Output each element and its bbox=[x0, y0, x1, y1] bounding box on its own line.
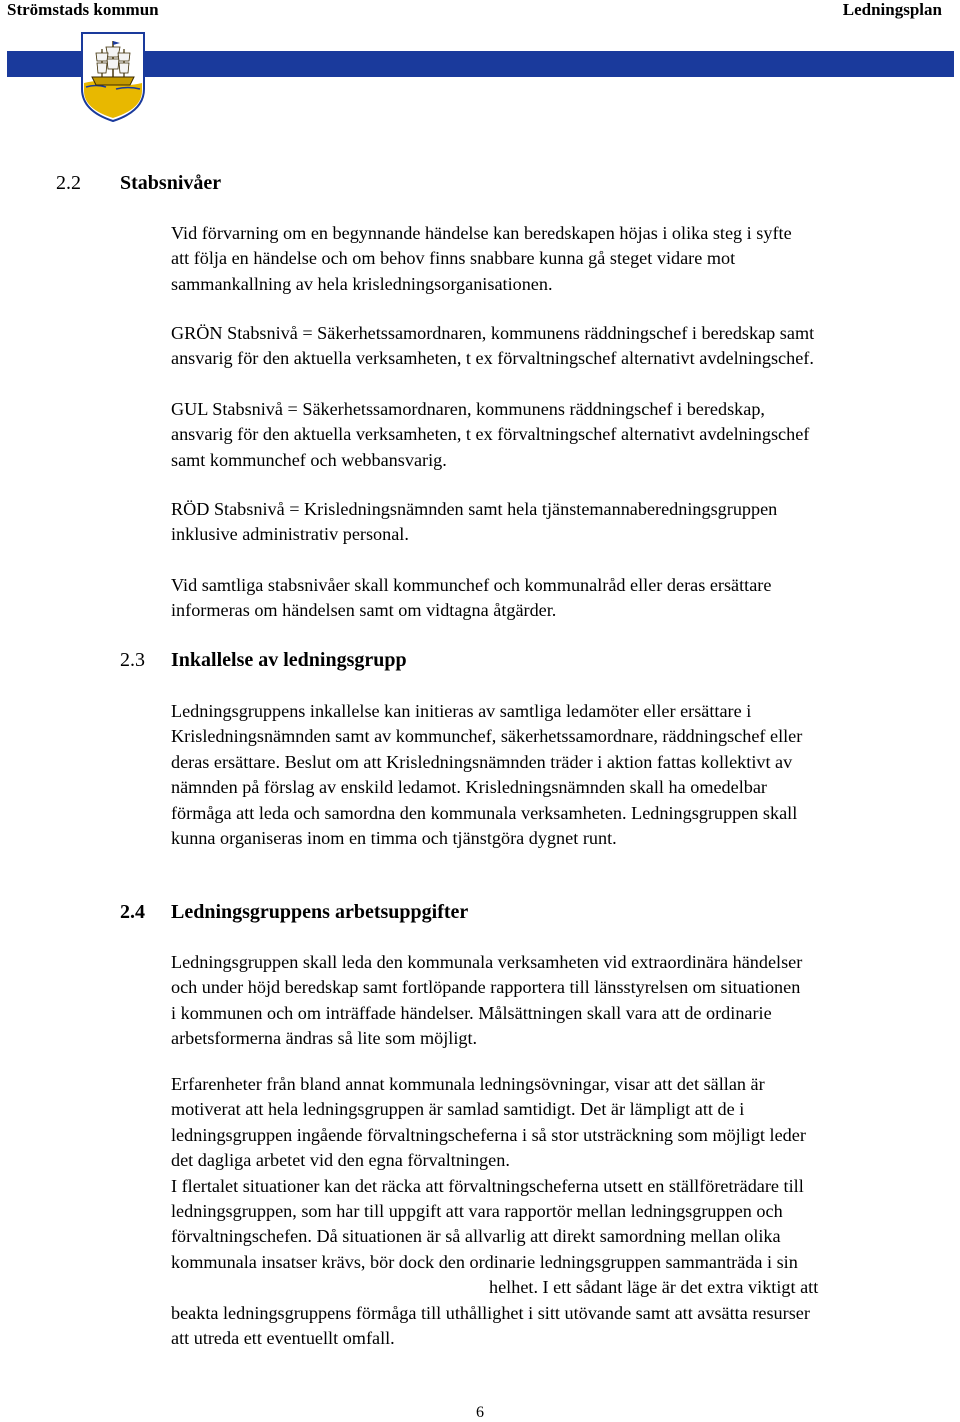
section-title: Stabsnivåer bbox=[120, 172, 222, 194]
paragraph-yellow-level bbox=[171, 397, 946, 473]
text-line: ledningsgruppen, som har till uppgift att vara rapportör mellan ledningsgruppen och bbox=[171, 1200, 783, 1221]
text-line: Ledningsgruppen skall leda den kommunala verksamheten vid extraordinära händelser bbox=[171, 952, 803, 972]
text-line: det dagliga arbetet vid den egna förvaltningen. bbox=[171, 1150, 510, 1171]
text-line: informeras om händelsen samt om vidtagna åtgärder. bbox=[171, 600, 557, 621]
section-title: Inkallelse av ledningsgrupp bbox=[171, 649, 407, 671]
text-line: Vid samtliga stabsnivåer skall kommunchef och kommunalråd eller deras ersättare bbox=[171, 575, 772, 595]
text-line: Ledningsgruppens inkallelse kan initieras av samtliga ledamöter eller ersättare i bbox=[171, 701, 752, 721]
section-number: 2.3 bbox=[120, 649, 145, 671]
text-line: helhet. I ett sådant läge är det extra viktigt att bbox=[489, 1277, 819, 1298]
text-line: arbetsformerna ändras så lite som möjligt. bbox=[171, 1028, 478, 1049]
section-title: Ledningsgruppens arbetsuppgifter bbox=[171, 901, 469, 923]
text-line: GRÖN Stabsnivå = Säkerhetssamordnaren, kommunens räddningschef i beredskap samt bbox=[171, 323, 815, 343]
text-line: att utreda ett eventuellt omfall. bbox=[171, 1327, 395, 1348]
text-line: motiverat att hela ledningsgruppen är samlad samtidigt. Det är lämpligt att de i bbox=[171, 1099, 745, 1120]
section-number: 2.2 bbox=[56, 172, 81, 194]
paragraph-warning-levels bbox=[171, 221, 946, 297]
text-line: RÖD Stabsnivå = Krisledningsnämnden samt hela tjänstemannaberedningsgruppen bbox=[171, 499, 778, 519]
text-line: ledningsgruppen ingående förvaltningscheferna i så stor utsträckning som möjligt leder bbox=[171, 1124, 806, 1145]
text-line: inklusive administrativ personal. bbox=[171, 524, 409, 545]
section-number: 2.4 bbox=[120, 901, 145, 923]
text-line: Erfarenheter från bland annat kommunala ledningsövningar, visar att det sällan är bbox=[171, 1074, 765, 1094]
text-line: Krisledningsnämnden samt av kommunchef, säkerhetssamordnare, räddningschef eller bbox=[171, 726, 803, 747]
header-document-title: Ledningsplan bbox=[842, 0, 942, 19]
page-number: 6 bbox=[476, 1404, 484, 1421]
paragraph-green-level bbox=[171, 321, 946, 372]
header-rule bbox=[7, 51, 954, 77]
municipal-crest-icon bbox=[80, 31, 146, 123]
text-line: och under höjd beredskap samt fortlöpande rapportera till länsstyrelsen om situationen bbox=[171, 977, 801, 998]
text-line: I flertalet situationer kan det räcka att förvaltningscheferna utsett en ställföreträdare till bbox=[171, 1175, 804, 1196]
text-line: Vid förvarning om en begynnande händelse kan beredskapen höjas i olika steg i syfte bbox=[171, 223, 792, 243]
header-organization: Strömstads kommun bbox=[7, 0, 159, 19]
text-line: GUL Stabsnivå = Säkerhetssamordnaren, kommunens räddningschef i beredskap, bbox=[171, 399, 765, 419]
text-line: nämnden på förslag av enskild ledamot. Krisledningsnämnden skall ha omedelbar bbox=[171, 777, 767, 798]
paragraph-all-levels bbox=[171, 573, 946, 624]
text-line: deras ersättare. Beslut om att Krisledningsnämnden träder i aktion fattas kollektivt av bbox=[171, 751, 793, 772]
text-line: i kommunen och om inträffade händelser. Målsättningen skall vara att de ordinarie bbox=[171, 1002, 772, 1023]
text-line: sammankallning av hela krisledningsorganisationen. bbox=[171, 273, 553, 294]
paragraph-experience bbox=[171, 1072, 946, 1351]
text-line: samt kommunchef och webbansvarig. bbox=[171, 449, 447, 470]
text-line: kunna organiseras inom en timma och tjänstgöra dygnet runt. bbox=[171, 827, 617, 848]
text-line: förmåga att leda och samordna den kommunala verksamheten. Ledningsgruppen skall bbox=[171, 802, 798, 823]
text-line: att följa en händelse och om behov finns snabbare kunna gå steget vidare mot bbox=[171, 248, 736, 269]
text-line: ansvarig för den aktuella verksamheten, t ex förvaltningschef alternativt avdelningschef. bbox=[171, 348, 814, 369]
text-line: beakta ledningsgruppens förmåga till uthållighet i sitt utövande samt att avsätta resurser bbox=[171, 1302, 810, 1323]
paragraph-red-level bbox=[171, 497, 946, 548]
paragraph-tasks bbox=[171, 950, 946, 1052]
text-line: förvaltningschefen. Då situationen är så allvarlig att direkt samordning mellan olika bbox=[171, 1226, 781, 1247]
paragraph-convening bbox=[171, 699, 946, 851]
text-line: kommunala insatser krävs, bör dock den ordinarie ledningsgruppen sammanträda i sin bbox=[171, 1251, 798, 1272]
text-line: ansvarig för den aktuella verksamheten, t ex förvaltningschef alternativt avdelningschef bbox=[171, 424, 810, 445]
